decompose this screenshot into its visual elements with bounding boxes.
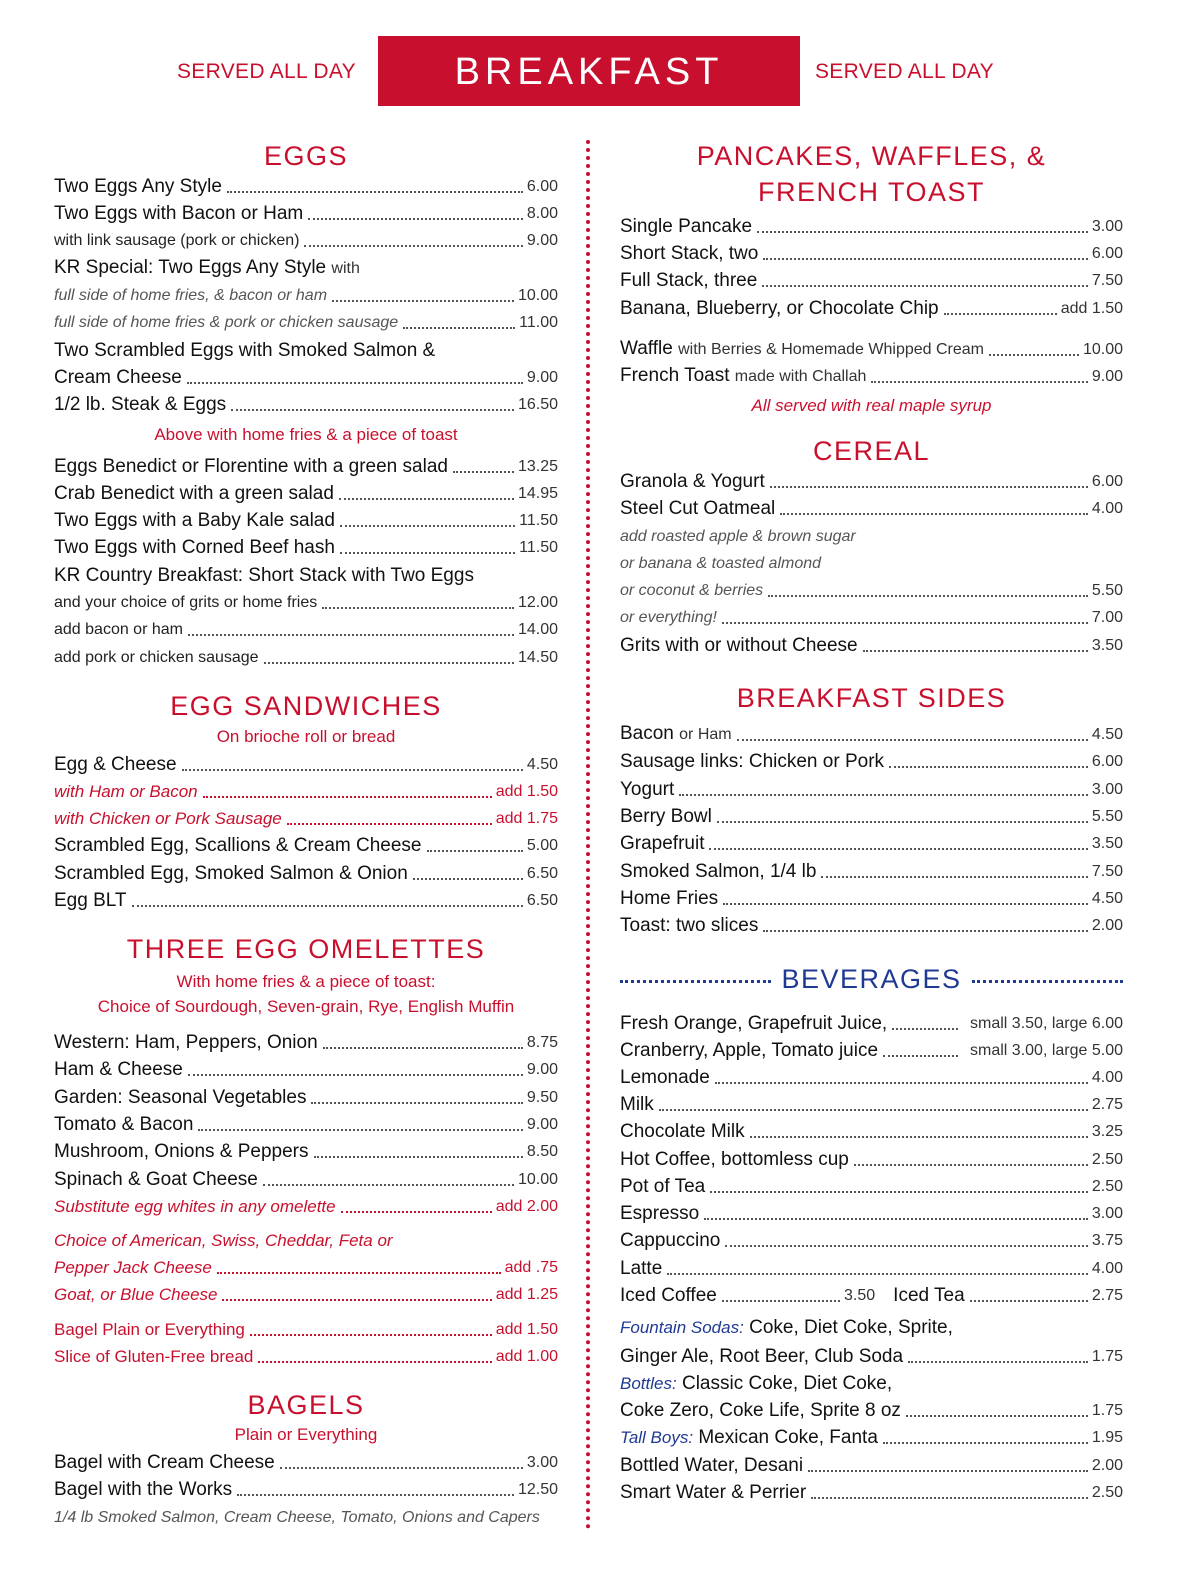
- menu-item: Espresso 3.00: [620, 1203, 1123, 1224]
- menu-item: Smoked Salmon, 1/4 lb 7.50: [620, 861, 1123, 882]
- menu-item: Two Eggs Any Style 6.00: [54, 176, 558, 197]
- menu-item: Fresh Orange, Grapefruit Juice, small 3.50, large 6.00: [620, 1013, 1123, 1034]
- menu-item: add roasted apple & brown sugar: [620, 528, 856, 545]
- menu-item-tall-boys: Tall Boys: Mexican Coke, Fanta 1.95: [620, 1427, 1123, 1448]
- section-title-egg-sandwiches: EGG SANDWICHES: [170, 691, 442, 721]
- menu-item: with Ham or Bacon add 1.50: [54, 782, 558, 801]
- menu-item: Egg & Cheese 4.50: [54, 754, 558, 775]
- menu-item: KR Special: Two Eggs Any Style with: [54, 257, 360, 278]
- menu-item: Western: Ham, Peppers, Onion 8.75: [54, 1032, 558, 1053]
- menu-item: French Toast made with Challah 9.00: [620, 365, 1123, 386]
- egg-sandwiches-note: On brioche roll or bread: [216, 727, 396, 746]
- menu-item: Hot Coffee, bottomless cup 2.50: [620, 1149, 1123, 1170]
- menu-item: Granola & Yogurt 6.00: [620, 471, 1123, 492]
- menu-item: Bagel with Cream Cheese 3.00: [54, 1452, 558, 1473]
- menu-item: Garden: Seasonal Vegetables 9.50: [54, 1087, 558, 1108]
- served-all-day-right: SERVED ALL DAY: [815, 60, 994, 83]
- menu-item: 1/2 lb. Steak & Eggs 16.50: [54, 394, 558, 415]
- menu-item: Home Fries 4.50: [620, 888, 1123, 909]
- menu-item: Spinach & Goat Cheese 10.00: [54, 1169, 558, 1190]
- bagels-note: Plain or Everything: [234, 1425, 378, 1444]
- menu-item: Mushroom, Onions & Peppers 8.50: [54, 1141, 558, 1162]
- menu-item: KR Country Breakfast: Short Stack with Two Eggs: [54, 565, 474, 586]
- menu-item: Two Eggs with Corned Beef hash 11.50: [54, 537, 558, 558]
- menu-item: Bagel with the Works 12.50: [54, 1479, 558, 1500]
- section-title-pancakes: PANCAKES, WAFFLES, & FRENCH TOAST: [696, 141, 1047, 207]
- menu-item-fountain: Fountain Sodas: Coke, Diet Coke, Sprite,: [620, 1317, 953, 1338]
- menu-item: Scrambled Egg, Scallions & Cream Cheese 5.00: [54, 835, 558, 856]
- pancakes-note: All served with real maple syrup: [751, 396, 992, 415]
- menu-item: or banana & toasted almond: [620, 555, 822, 572]
- menu-item: Cranberry, Apple, Tomato juice small 3.00, large 5.00: [620, 1040, 1123, 1061]
- served-all-day-left: SERVED ALL DAY: [177, 60, 356, 83]
- menu-item: Berry Bowl 5.50: [620, 806, 1123, 827]
- menu-title: BREAKFAST: [378, 36, 800, 106]
- menu-item: or everything! 7.00: [620, 609, 1123, 626]
- menu-item: Tomato & Bacon 9.00: [54, 1114, 558, 1135]
- menu-item: Bottled Water, Desani 2.00: [620, 1455, 1123, 1476]
- menu-item: Eggs Benedict or Florentine with a green salad 13.25: [54, 456, 558, 477]
- menu-item: full side of home fries & pork or chicken sausage 11.00: [54, 314, 558, 331]
- menu-item: Short Stack, two 6.00: [620, 243, 1123, 264]
- menu-item-bottles: Bottles: Classic Coke, Diet Coke,: [620, 1373, 893, 1394]
- menu-item: Goat, or Blue Cheese add 1.25: [54, 1285, 558, 1304]
- column-divider: [586, 140, 590, 1530]
- menu-item: Sausage links: Chicken or Pork 6.00: [620, 751, 1123, 772]
- menu-item: Lemonade 4.00: [620, 1067, 1123, 1088]
- menu-item: Bacon or Ham 4.50: [620, 723, 1123, 744]
- section-title-bagels: BAGELS: [247, 1390, 365, 1420]
- menu-item: with link sausage (pork or chicken) 9.00: [54, 232, 558, 249]
- menu-item: Crab Benedict with a green salad 14.95: [54, 483, 558, 504]
- menu-item: Choice of American, Swiss, Cheddar, Feta or: [54, 1231, 393, 1250]
- menu-item-iced: Iced Coffee 3.50 Iced Tea 2.75: [620, 1285, 1123, 1306]
- menu-header: [0, 36, 1200, 106]
- section-title-cereal: CEREAL: [812, 436, 931, 466]
- menu-item: Scrambled Egg, Smoked Salmon & Onion 6.50: [54, 863, 558, 884]
- section-title-eggs: EGGS: [263, 141, 349, 171]
- menu-item: with Chicken or Pork Sausage add 1.75: [54, 809, 558, 828]
- menu-item: Latte 4.00: [620, 1258, 1123, 1279]
- menu-item: and your choice of grits or home fries 12.00: [54, 594, 558, 611]
- menu-item: Pot of Tea 2.50: [620, 1176, 1123, 1197]
- menu-item: Bagel Plain or Everything add 1.50: [54, 1320, 558, 1339]
- menu-item: Egg BLT 6.50: [54, 890, 558, 911]
- menu-item: Two Eggs with Bacon or Ham 8.00: [54, 203, 558, 224]
- menu-item: Ham & Cheese 9.00: [54, 1059, 558, 1080]
- menu-item: Yogurt 3.00: [620, 779, 1123, 800]
- menu-item: add bacon or ham 14.00: [54, 621, 558, 638]
- menu-item: Cream Cheese 9.00: [54, 367, 558, 388]
- menu-item: Grapefruit 3.50: [620, 833, 1123, 854]
- menu-item: or coconut & berries 5.50: [620, 582, 1123, 599]
- menu-item: Single Pancake 3.00: [620, 216, 1123, 237]
- menu-item: Waffle with Berries & Homemade Whipped Cream 10.00: [620, 338, 1123, 359]
- menu-item-bottles-2: Coke Zero, Coke Life, Sprite 8 oz 1.75: [620, 1400, 1123, 1421]
- menu-item: Slice of Gluten-Free bread add 1.00: [54, 1347, 558, 1366]
- menu-item: Banana, Blueberry, or Chocolate Chip add 1.50: [620, 298, 1123, 319]
- menu-item: Chocolate Milk 3.25: [620, 1121, 1123, 1142]
- menu-item: Milk 2.75: [620, 1094, 1123, 1115]
- menu-item: Pepper Jack Cheese add .75: [54, 1258, 558, 1277]
- bagels-footnote: 1/4 lb Smoked Salmon, Cream Cheese, Tomato, Onions and Capers: [54, 1509, 540, 1526]
- menu-item: Substitute egg whites in any omelette add 2.00: [54, 1197, 558, 1216]
- menu-item: full side of home fries, & bacon or ham 10.00: [54, 287, 558, 304]
- menu-item: Steel Cut Oatmeal 4.00: [620, 498, 1123, 519]
- menu-item: add pork or chicken sausage 14.50: [54, 649, 558, 666]
- section-title-breakfast-sides: BREAKFAST SIDES: [736, 683, 1007, 713]
- section-title-beverages: BEVERAGES: [620, 964, 1123, 995]
- menu-item: Full Stack, three 7.50: [620, 270, 1123, 291]
- menu-item: Toast: two slices 2.00: [620, 915, 1123, 936]
- menu-item: Grits with or without Cheese 3.50: [620, 635, 1123, 656]
- section-title-omelettes: THREE EGG OMELETTES: [126, 934, 486, 964]
- menu-item: Two Scrambled Eggs with Smoked Salmon &: [54, 340, 436, 361]
- eggs-note: Above with home fries & a piece of toast: [154, 425, 458, 444]
- menu-item: Two Eggs with a Baby Kale salad 11.50: [54, 510, 558, 531]
- omelettes-note-2: Choice of Sourdough, Seven-grain, Rye, English Muffin: [97, 997, 515, 1016]
- menu-item: Cappuccino 3.75: [620, 1230, 1123, 1251]
- omelettes-note-1: With home fries & a piece of toast:: [176, 972, 436, 991]
- menu-item-fountain-2: Ginger Ale, Root Beer, Club Soda 1.75: [620, 1346, 1123, 1367]
- menu-item: Smart Water & Perrier 2.50: [620, 1482, 1123, 1503]
